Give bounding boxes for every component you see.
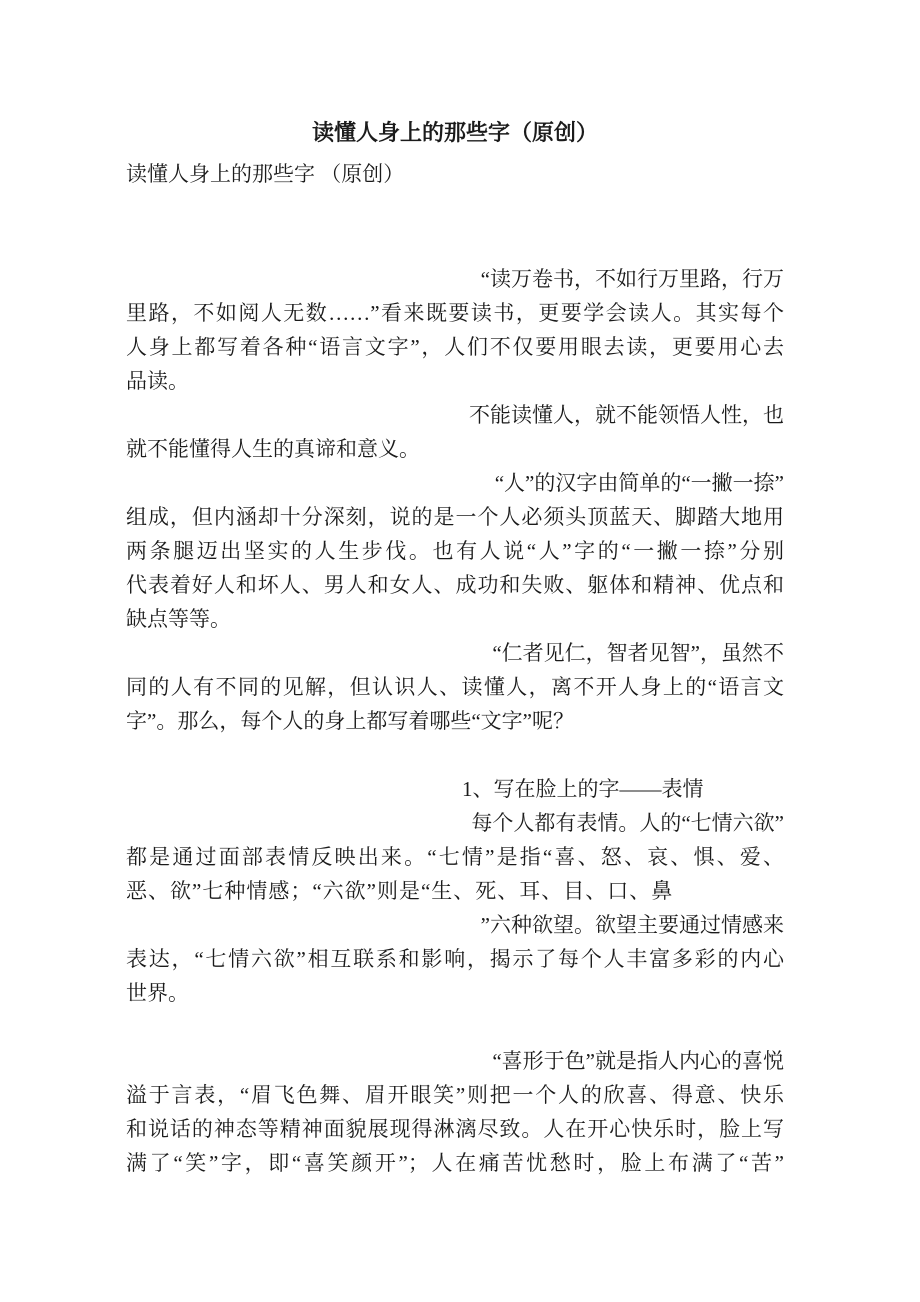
body-line: 组成，但内涵却十分深刻，说的是一个人必须头顶蓝天、脚踏大地用 [126,505,784,529]
body-line: 1、写在脸上的字——表情 [462,777,704,801]
body-line: 人身上都写着各种“语言文字”，人们不仅要用眼去读，更要用心去 [126,335,784,359]
body-line: ”六种欲望。欲望主要通过情感来 [480,913,784,937]
blank-line [126,1010,784,1044]
body-line: 字”。那么，每个人的身上都写着哪些“文字”呢？ [126,709,574,733]
body-line: “喜形于色”就是指人内心的喜悦 [492,1049,784,1073]
body-line: 和说话的神态等精神面貌展现得淋漓尽致。人在开心快乐时，脸上写 [126,1117,784,1141]
body-line: “人”的汉字由简单的“一撇一捺” [494,471,784,495]
body-line: 就不能懂得人生的真谛和意义。 [126,437,420,461]
body-line: 恶、欲”七种情感；“六欲”则是“生、死、耳、目、口、鼻 [126,879,674,903]
document-subtitle: 读懂人身上的那些字 （原创） [126,162,405,186]
body-line: 表达，“七情六欲”相互联系和影响，揭示了每个人丰富多彩的内心 [126,947,784,971]
body-line: 缺点等等。 [126,607,231,631]
body-line: 代表着好人和坏人、男人和女人、成功和失败、躯体和精神、优点和 [126,573,784,597]
body-line: 溢于言表，“眉飞色舞、眉开眼笑”则把一个人的欣喜、得意、快乐 [126,1083,784,1107]
body-line: 世界。 [126,981,189,1005]
body-line: “仁者见仁，智者见智”，虽然不 [492,641,784,665]
body-line: 都是通过面部表情反映出来。“七情”是指“喜、怒、哀、惧、爱、 [126,845,784,869]
body-line: “读万卷书，不如行万里路，行万 [480,267,784,291]
body-line: 同的人有不同的见解，但认识人、读懂人，离不开人身上的“语言文 [126,675,784,699]
body-lines [126,262,784,1180]
body-line: 品读。 [126,369,189,393]
body-line: 不能读懂人，就不能领悟人性，也 [469,403,784,427]
blank-line [126,738,784,772]
body-line: 两条腿迈出坚实的人生步伐。也有人说“人”字的“一撇一捺”分别 [126,539,784,563]
document-title: 读懂人身上的那些字（原创） [311,120,598,145]
body-line: 每个人都有表情。人的“七情六欲” [471,811,784,835]
body-line: 里路，不如阅人无数……”看来既要读书，更要学会读人。其实每个 [126,301,784,325]
document-content [126,0,784,1180]
body-line: 满了“笑”字，即“喜笑颜开”；人在痛苦忧愁时，脸上布满了“苦” [126,1151,784,1175]
